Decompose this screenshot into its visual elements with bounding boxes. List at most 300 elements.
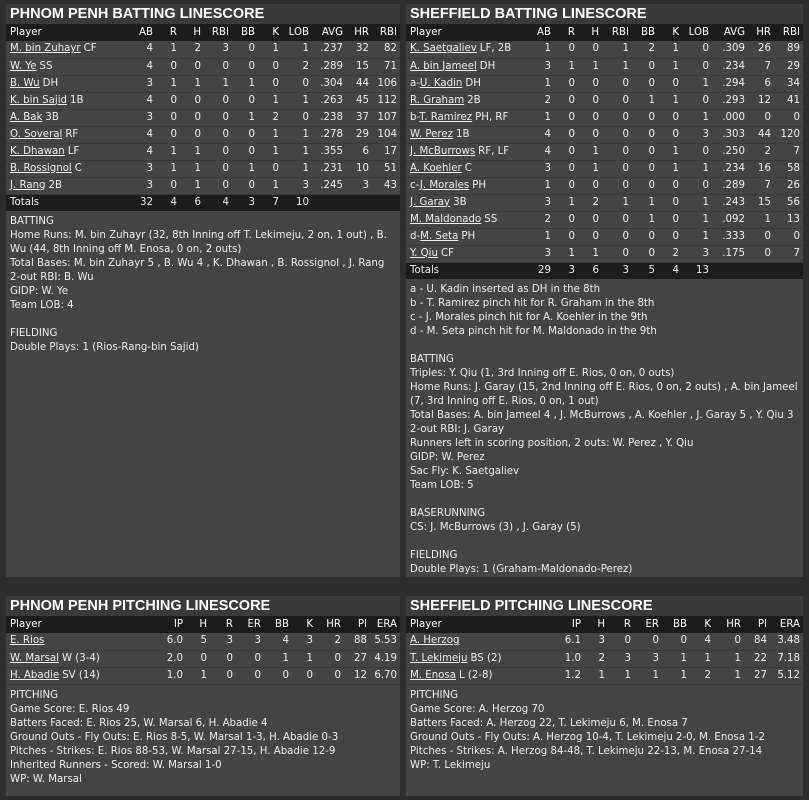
player-link[interactable]: W. Ye (10, 60, 37, 72)
stat-cell: 0 (602, 160, 632, 177)
stat-cell: 1 (282, 143, 312, 160)
stat-cell: 0 (316, 650, 344, 667)
stat-cell: 4 (524, 126, 554, 143)
baserunning-heading: BASERUNNING (410, 508, 486, 519)
col-r: R (608, 616, 634, 633)
batting-notes (406, 279, 803, 577)
col-bb: BB (264, 616, 292, 633)
sub-note: c - J. Morales pinch hit for A. Koehler in the 9th (410, 312, 648, 323)
player-link[interactable]: R. Graham (410, 94, 465, 106)
stat-cell: 1.0 (156, 667, 186, 684)
player-link[interactable]: U. Kadin (419, 77, 463, 89)
col-k: K (258, 24, 282, 41)
stat-cell: .289 (712, 177, 748, 194)
stat-cell: 0 (682, 41, 712, 58)
player-cell (406, 109, 524, 126)
col-h: H (584, 616, 608, 633)
stat-cell: 1 (554, 58, 578, 75)
player-cell (6, 109, 126, 126)
col-player: Player (406, 616, 554, 633)
player-position: PH, RF (475, 111, 509, 123)
player-link[interactable]: B. Wu (10, 77, 40, 89)
stat-cell: 1 (156, 160, 180, 177)
pitcher-decision: BS (2) (470, 652, 502, 664)
totals-cell: 6 (578, 262, 602, 279)
player-cell (406, 126, 524, 143)
player-position: C (464, 162, 472, 174)
player-row (6, 177, 400, 194)
stat-cell: 0 (658, 177, 682, 194)
stat-cell: 0 (554, 160, 578, 177)
stat-cell: 3 (204, 41, 232, 58)
stat-cell: .000 (712, 109, 748, 126)
stat-cell: 0 (682, 92, 712, 109)
player-position: 1B (70, 94, 84, 106)
stat-cell: 3 (524, 58, 554, 75)
stat-cell: 0 (714, 633, 744, 650)
player-link[interactable]: M. bin Zuhayr (10, 43, 81, 55)
sub-note: b - T. Ramirez pinch hit for R. Graham in the 8th (410, 298, 655, 309)
stat-cell: 1 (156, 75, 180, 92)
player-row (6, 160, 400, 177)
player-link[interactable]: B. Rossignol (10, 162, 72, 174)
stat-cell: 0 (156, 92, 180, 109)
stat-cell: 44 (346, 75, 372, 92)
player-link[interactable]: Y. Qiu (410, 247, 438, 259)
stat-cell: 71 (372, 58, 400, 75)
stat-cell: 43 (372, 177, 400, 194)
player-link[interactable]: W. Perez (410, 128, 454, 140)
stat-cell: 1 (578, 160, 602, 177)
stat-cell: 51 (372, 160, 400, 177)
totals-cell: 3 (232, 194, 258, 211)
stat-cell: 88 (344, 633, 370, 650)
stat-cell: 1.2 (554, 667, 584, 684)
totals-cell: 32 (126, 194, 156, 211)
stat-cell: 0 (258, 160, 282, 177)
stat-cell: 3 (126, 160, 156, 177)
stat-cell: 0 (602, 211, 632, 228)
stat-cell: .293 (712, 92, 748, 109)
stat-cell: .238 (312, 109, 346, 126)
stat-cell: 0 (232, 177, 258, 194)
stat-cell: 6.0 (156, 633, 186, 650)
stat-cell: 1 (682, 194, 712, 211)
stat-cell: 1 (264, 650, 292, 667)
batting-notes (6, 211, 400, 355)
sheffield-pitching-panel (406, 596, 803, 796)
stat-cell: 1 (578, 143, 602, 160)
player-cell (406, 75, 524, 92)
phnom-penh-pitching-panel (6, 596, 400, 796)
stat-cell: 2 (632, 41, 658, 58)
stat-cell: 0 (602, 109, 632, 126)
inherited-runners-line: Inherited Runners - Scored: W. Marsal 1-0 (10, 759, 222, 771)
stat-cell: 0 (554, 75, 578, 92)
player-position: RF (65, 128, 79, 140)
totals-cell (312, 194, 346, 211)
pitcher-cell (406, 633, 554, 650)
stat-cell: 0 (578, 177, 602, 194)
stat-cell: 0 (682, 143, 712, 160)
player-position: DH (479, 60, 496, 72)
stat-cell: 4 (126, 92, 156, 109)
stat-cell: 1 (282, 92, 312, 109)
stat-cell: 1 (180, 143, 204, 160)
table-header (6, 616, 400, 633)
stat-cell: 0 (316, 667, 344, 684)
player-cell (406, 92, 524, 109)
col-bb: BB (662, 616, 690, 633)
stat-cell: 37 (346, 109, 372, 126)
stat-cell: 26 (774, 177, 803, 194)
totals-cell: 7 (258, 194, 282, 211)
col-r: R (210, 616, 236, 633)
stat-cell: 0 (774, 228, 803, 245)
player-row (406, 211, 803, 228)
stat-cell: 3 (584, 633, 608, 650)
player-position: SS (39, 60, 53, 72)
player-link[interactable]: K. Dhawan (10, 145, 65, 157)
stat-cell: 0 (658, 211, 682, 228)
player-row (6, 126, 400, 143)
totals-label: Totals (6, 194, 126, 211)
sub-prefix: c- (410, 179, 420, 191)
col-k: K (292, 616, 316, 633)
risp-line: Runners left in scoring position, 2 outs: W. Perez , Y. Qiu (410, 438, 694, 449)
team-lob-line: Team LOB: 4 (10, 300, 74, 311)
stat-cell: 0 (602, 177, 632, 194)
player-row (406, 245, 803, 262)
stat-cell: 0 (578, 228, 602, 245)
stat-cell: .355 (312, 143, 346, 160)
col-rbi: RBI (602, 24, 632, 41)
stat-cell: 1 (180, 177, 204, 194)
pitcher-cell (406, 650, 554, 667)
stat-cell: 0 (554, 109, 578, 126)
pitcher-link[interactable]: W. Marsal (10, 652, 59, 664)
stat-cell: 0 (578, 109, 602, 126)
stat-cell: 0 (232, 41, 258, 58)
player-position: 1B (456, 128, 470, 140)
pitcher-cell (6, 650, 156, 667)
stat-cell: 0 (748, 109, 774, 126)
stat-cell: 1 (292, 650, 316, 667)
player-link[interactable]: M. Maldonado (410, 213, 482, 225)
col-bb: BB (232, 24, 258, 41)
totals-cell: 4 (204, 194, 232, 211)
stat-cell: .243 (712, 194, 748, 211)
go-fo-line: Ground Outs - Fly Outs: E. Rios 8-5, W. Marsal 1-3, H. Abadie 0-3 (10, 731, 339, 743)
pitcher-link[interactable]: T. Lekimeju (410, 652, 468, 664)
player-cell (406, 58, 524, 75)
stat-cell: 0 (210, 650, 236, 667)
player-link[interactable]: M. Seta (420, 230, 459, 242)
stat-cell: 22 (744, 650, 770, 667)
stat-cell: 106 (372, 75, 400, 92)
stat-cell: 3 (126, 109, 156, 126)
stat-cell: .304 (312, 75, 346, 92)
stat-cell: 0 (578, 75, 602, 92)
player-cell (6, 92, 126, 109)
player-position: 3B (45, 111, 59, 123)
stat-cell: 1 (658, 41, 682, 58)
stat-cell: 1 (524, 109, 554, 126)
stat-cell: 1 (282, 160, 312, 177)
stat-cell: 0 (608, 633, 634, 650)
player-row (6, 41, 400, 58)
player-cell (406, 245, 524, 262)
stat-cell: 34 (774, 75, 803, 92)
col-season-rbi: RBI (774, 24, 803, 41)
stat-cell: 1 (632, 92, 658, 109)
stat-cell: 0 (682, 177, 712, 194)
stat-cell: 0 (632, 143, 658, 160)
pitcher-link[interactable]: H. Abadie (10, 669, 60, 681)
stat-cell: 0 (236, 667, 264, 684)
col-ip: IP (156, 616, 186, 633)
stat-cell: 89 (774, 41, 803, 58)
player-link[interactable]: O. Soveral (10, 128, 63, 140)
stat-cell: 0 (204, 126, 232, 143)
stat-cell: 0 (204, 92, 232, 109)
stat-cell: 1 (204, 75, 232, 92)
pitches-strikes-line: Pitches - Strikes: A. Herzog 84-48, T. Lekimeju 22-13, M. Enosa 27-14 (410, 745, 763, 757)
stat-cell: 1 (634, 667, 662, 684)
totals-cell: 29 (524, 262, 554, 279)
stat-cell: 1 (524, 228, 554, 245)
player-row (406, 126, 803, 143)
totals-cell (346, 194, 372, 211)
stat-cell: 0 (748, 228, 774, 245)
pitcher-link[interactable]: M. Enosa (410, 669, 456, 681)
col-bb: BB (632, 24, 658, 41)
player-row (6, 58, 400, 75)
stat-cell: 0 (774, 109, 803, 126)
panel-title: SHEFFIELD BATTING LINESCORE (406, 4, 803, 24)
stat-cell: 15 (748, 194, 774, 211)
pitcher-link[interactable]: E. Rios (10, 635, 45, 647)
player-row (6, 92, 400, 109)
col-pi: PI (344, 616, 370, 633)
stat-cell: 1 (282, 41, 312, 58)
player-position: PH (461, 230, 476, 242)
stat-cell: .245 (312, 177, 346, 194)
player-row (6, 109, 400, 126)
player-link[interactable]: J. Rang (10, 179, 46, 191)
col-k: K (658, 24, 682, 41)
stat-cell: 0 (602, 126, 632, 143)
stat-cell: 27 (744, 667, 770, 684)
player-cell (406, 41, 524, 58)
pitcher-row (6, 633, 400, 650)
stat-cell: 1.0 (554, 650, 584, 667)
stat-cell: .294 (712, 75, 748, 92)
fielding-heading: FIELDING (10, 328, 58, 339)
stat-cell: 4.19 (370, 650, 400, 667)
player-row (406, 75, 803, 92)
stat-cell: 3 (608, 650, 634, 667)
stat-cell: 0 (662, 633, 690, 650)
stat-cell: 82 (372, 41, 400, 58)
col-er: ER (236, 616, 264, 633)
pitching-heading: PITCHING (10, 689, 59, 701)
stat-cell: 17 (372, 143, 400, 160)
player-link[interactable]: T. Ramirez (419, 111, 473, 123)
batting-heading: BATTING (10, 216, 54, 227)
pitching-notes (406, 685, 803, 773)
stat-cell: 4 (524, 143, 554, 160)
stat-cell: 1 (258, 177, 282, 194)
stat-cell: 0 (578, 126, 602, 143)
player-link[interactable]: A. Bak (10, 111, 43, 123)
player-link[interactable]: J. McBurrows (410, 145, 476, 157)
stat-cell: 1 (258, 143, 282, 160)
panel-title: PHNOM PENH PITCHING LINESCORE (6, 596, 400, 616)
stat-cell: 0 (258, 75, 282, 92)
stat-cell: .333 (712, 228, 748, 245)
total-bases-line: Total Bases: M. bin Zuhayr 5 , B. Wu 4 , K. Dhawan , B. Rossignol , J. Rang (10, 258, 385, 269)
stat-cell: 1 (554, 194, 578, 211)
stat-cell: 6.70 (370, 667, 400, 684)
stat-cell: 13 (774, 211, 803, 228)
stat-cell: 16 (748, 160, 774, 177)
totals-label: Totals (406, 262, 524, 279)
stat-cell: 1 (180, 160, 204, 177)
stat-cell: 0 (578, 211, 602, 228)
stat-cell: 44 (748, 126, 774, 143)
player-position: PH (472, 179, 487, 191)
table-header (406, 616, 803, 633)
stat-cell: 2 (258, 109, 282, 126)
stat-cell: 7 (774, 143, 803, 160)
player-cell (406, 143, 524, 160)
stat-cell: 1 (258, 41, 282, 58)
stat-cell: 6.1 (554, 633, 584, 650)
player-row (406, 109, 803, 126)
stat-cell: 1 (682, 211, 712, 228)
stat-cell: 0 (156, 58, 180, 75)
col-er: ER (634, 616, 662, 633)
stat-cell: 26 (748, 41, 774, 58)
player-link[interactable]: A. Koehler (410, 162, 462, 174)
stat-cell: 7 (748, 58, 774, 75)
stat-cell: 3 (634, 650, 662, 667)
stat-cell: .234 (712, 58, 748, 75)
stat-cell: 1 (714, 667, 744, 684)
stat-cell: .234 (712, 160, 748, 177)
col-player: Player (406, 24, 524, 41)
stat-cell: 5.53 (370, 633, 400, 650)
stat-cell: 3 (524, 160, 554, 177)
stat-cell: 3 (126, 75, 156, 92)
player-link[interactable]: A. bin Jameel (410, 60, 477, 72)
pitcher-link[interactable]: A. Herzog (410, 635, 460, 647)
stat-cell: 4 (690, 633, 714, 650)
player-row (406, 160, 803, 177)
stat-cell: 1 (658, 143, 682, 160)
stat-cell: 1 (602, 41, 632, 58)
col-ip: IP (554, 616, 584, 633)
table-header (6, 24, 400, 41)
stat-cell: 0 (554, 41, 578, 58)
stat-cell: 4 (126, 126, 156, 143)
stat-cell: 0 (634, 633, 662, 650)
stat-cell: 0 (554, 177, 578, 194)
player-link[interactable]: J. Morales (419, 179, 470, 191)
col-k: K (690, 616, 714, 633)
stat-cell: 1 (186, 667, 210, 684)
stat-cell: 5.12 (770, 667, 803, 684)
stat-cell: 3.48 (770, 633, 803, 650)
pitches-strikes-line: Pitches - Strikes: E. Rios 88-53, W. Marsal 27-15, H. Abadie 12-9 (10, 745, 336, 757)
stat-cell: 0 (658, 228, 682, 245)
stat-cell: 4 (126, 41, 156, 58)
stat-cell: 0 (282, 75, 312, 92)
pitcher-row (406, 633, 803, 650)
stat-cell: 112 (372, 92, 400, 109)
player-link[interactable]: K. Saetgaliev (410, 43, 477, 55)
stat-cell: 1 (156, 143, 180, 160)
player-cell (406, 194, 524, 211)
stat-cell: 1 (690, 650, 714, 667)
totals-cell (372, 194, 400, 211)
col-lob: LOB (282, 24, 312, 41)
home-runs-line: Home Runs: J. Garay (15, 2nd Inning off E. Rios, 0 on, 2 outs) , A. bin Jameel (7, 3rd Inning off E. Rios, 0 on, 1 out) (410, 382, 798, 407)
pitcher-row (6, 667, 400, 684)
stat-cell: 1 (632, 194, 658, 211)
stat-cell: 0 (204, 177, 232, 194)
col-era: ERA (770, 616, 803, 633)
player-cell (406, 211, 524, 228)
stat-cell: 0 (578, 92, 602, 109)
stat-cell: 0 (554, 143, 578, 160)
stat-cell: 0 (632, 160, 658, 177)
player-link[interactable]: J. Garay (410, 196, 451, 208)
totals-cell: 10 (282, 194, 312, 211)
col-pi: PI (744, 616, 770, 633)
col-r: R (554, 24, 578, 41)
totals-cell (774, 262, 803, 279)
stat-cell: .309 (712, 41, 748, 58)
batting-table (406, 24, 803, 279)
stat-cell: 0 (156, 126, 180, 143)
pitcher-cell (6, 667, 156, 684)
stat-cell: 0 (264, 667, 292, 684)
col-h: H (578, 24, 602, 41)
stat-cell: 0 (232, 143, 258, 160)
triples-line: Triples: Y. Qiu (1, 3rd Inning off E. Rios, 0 on, 0 outs) (410, 368, 675, 379)
player-cell (6, 160, 126, 177)
player-link[interactable]: K. bin Sajid (10, 94, 67, 106)
stat-cell: 3 (524, 194, 554, 211)
stat-cell: .250 (712, 143, 748, 160)
pitching-notes (6, 685, 400, 787)
stat-cell: 1 (258, 92, 282, 109)
totals-cell: 3 (554, 262, 578, 279)
sub-note: d - M. Seta pinch hit for M. Maldonado in the 9th (410, 326, 657, 337)
stat-cell: 1 (658, 58, 682, 75)
stat-cell: 7 (774, 245, 803, 262)
pitching-table (406, 616, 803, 685)
stat-cell: 0 (180, 109, 204, 126)
stat-cell: 2 (180, 41, 204, 58)
stat-cell: 0 (578, 41, 602, 58)
gidp-line: GIDP: W. Perez (410, 452, 485, 463)
stat-cell: 1 (156, 41, 180, 58)
phnom-penh-batting-panel (6, 4, 400, 577)
stat-cell: 107 (372, 109, 400, 126)
